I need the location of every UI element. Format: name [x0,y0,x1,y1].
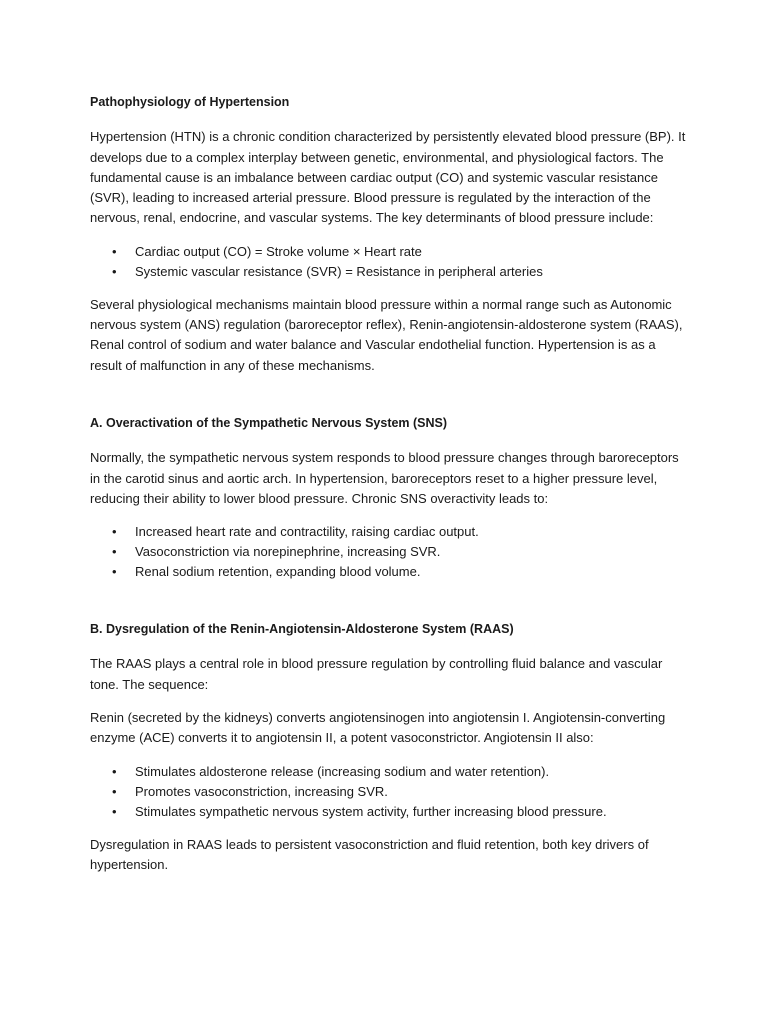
section-b-paragraph-1: The RAAS plays a central role in blood pressure regulation by controlling fluid balance and vascular tone. The sequence: [90,656,663,692]
list-item-text: Vasoconstriction via norepinephrine, increasing SVR. [135,544,441,560]
list-item [90,802,690,822]
bullet-icon: • [112,243,117,259]
list-item [90,562,690,582]
list-item-text: Renal sodium retention, expanding blood volume. [135,564,421,580]
list-item-text: Systemic vascular resistance (SVR) = Resistance in peripheral arteries [135,263,543,279]
list-item-text: Stimulates sympathetic nervous system activity, further increasing blood pressure. [135,803,607,819]
section-b-list [90,762,690,822]
list-item [90,242,690,262]
section-a-heading: A. Overactivation of the Sympathetic Nervous System (SNS) [90,415,448,430]
section-b-paragraph-2: Renin (secreted by the kidneys) converts angiotensinogen into angiotensin I. Angiotensin-converting enzyme (ACE) converts it to angiotensin II, a potent vasoconstrictor. Angiotensin II also: [90,710,666,746]
list-item-text: Stimulates aldosterone release (increasing sodium and water retention). [135,763,550,779]
bullet-icon: • [112,524,117,540]
list-item [90,782,690,802]
list-item [90,542,690,562]
document-title: Pathophysiology of Hypertension [90,95,290,109]
bullet-icon: • [112,803,117,819]
list-item-text: Cardiac output (CO) = Stroke volume × Heart rate [135,243,422,259]
bullet-icon: • [112,564,117,580]
bullet-icon: • [112,783,117,799]
section-b-conclusion: Dysregulation in RAAS leads to persistent vasoconstriction and fluid retention, both key drivers of hypertension. [90,836,649,872]
bullet-icon: • [112,263,117,279]
intro-paragraph: Hypertension (HTN) is a chronic condition characterized by persistently elevated blood pressure (BP). It develops due to a complex interplay between genetic, environmental, and physiological factors. The fundamental cause is an imbalance between cardiac output (CO) and systemic vascular resistance (SVR), leading to increased arterial pressure. Blood pressure is regulated by the interaction of the nervous, renal, endocrine, and vascular systems. The key determinants of blood pressure include: [90,129,686,226]
list-item [90,522,690,542]
list-item-text: Increased heart rate and contractility, raising cardiac output. [135,524,479,540]
bullet-icon: • [112,763,117,779]
section-a-list [90,522,690,582]
determinants-list [90,242,690,282]
section-b-heading: B. Dysregulation of the Renin-Angiotensin-Aldosterone System (RAAS) [90,622,514,637]
mechanisms-paragraph: Several physiological mechanisms maintain blood pressure within a normal range such as Autonomic nervous system (ANS) regulation (baroreceptor reflex), Renin-angiotensin-aldosterone system (RAAS), Renal control of sodium and water balance and Vascular endothelial function. Hypertension is as a result of malfunction in any of these mechanisms. [90,296,683,373]
bullet-icon: • [112,544,117,560]
list-item-text: Promotes vasoconstriction, increasing SVR. [135,783,388,799]
section-a-paragraph: Normally, the sympathetic nervous system responds to blood pressure changes through baroreceptors in the carotid sinus and aortic arch. In hypertension, baroreceptors reset to a higher pressure level, reducing their ability to lower blood pressure. Chronic SNS overactivity leads to: [90,450,679,506]
list-item [90,762,690,782]
document-page [90,92,690,888]
list-item [90,262,690,282]
